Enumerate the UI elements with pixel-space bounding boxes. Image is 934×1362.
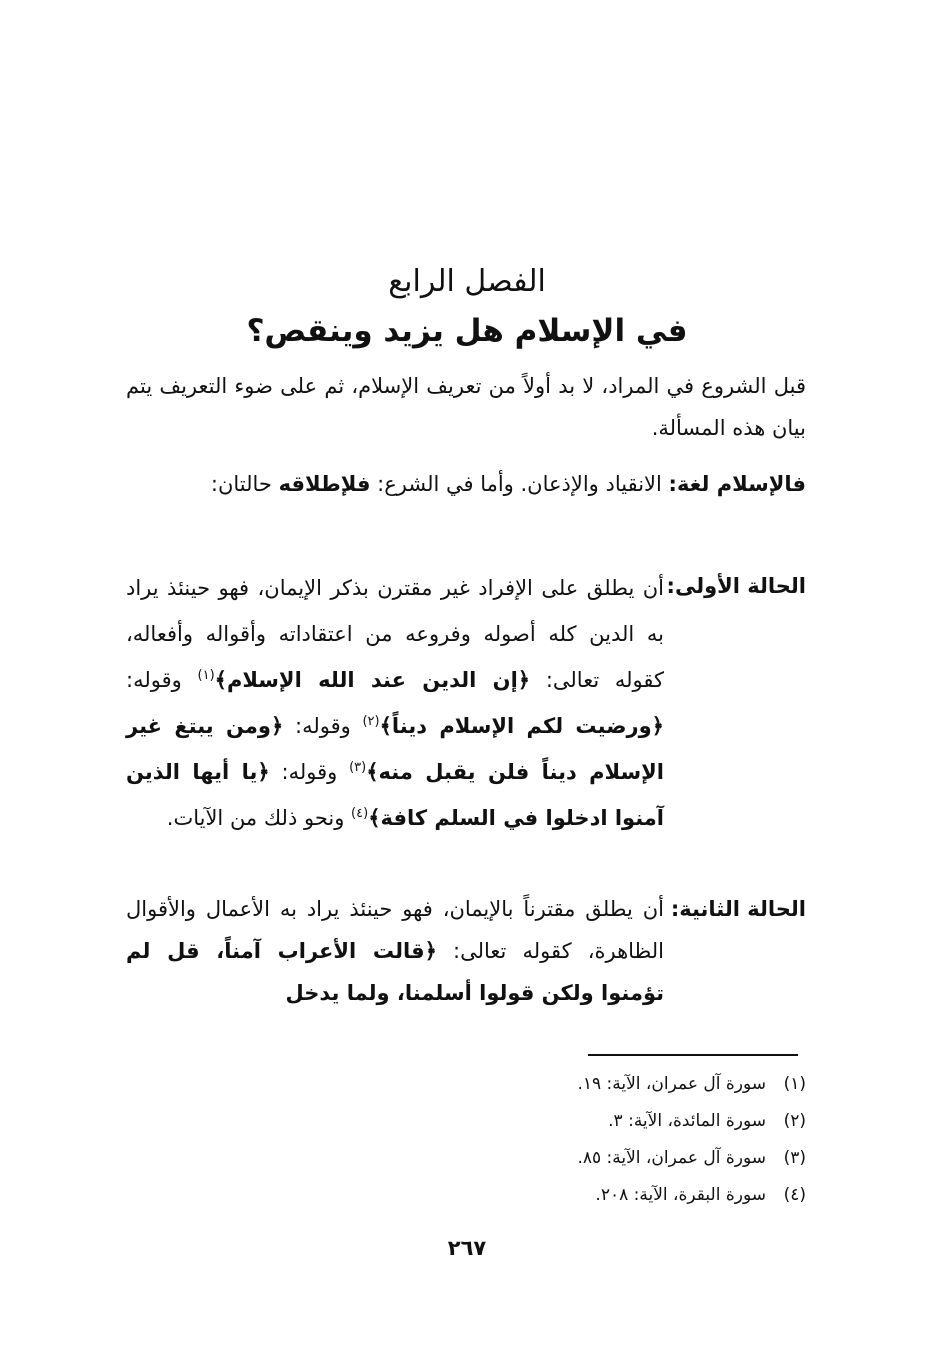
footnote-text: سورة آل عمران، الآية: ١٩.: [577, 1074, 766, 1094]
footnote-number: (٢): [783, 1111, 806, 1131]
state-two-body: [126, 888, 664, 1014]
state-one-text-5: ونحو ذلك من الآيات.: [166, 806, 352, 830]
state-one-text-1: أن يطلق على الإفراد غير مقترن بذكر الإيمان، فهو حينئذ يراد به الدين كله أصوله وفروعه من اعتقاداته وأقواله وأفعاله، كقوله تعالى:: [126, 576, 665, 692]
state-one-label: الحالة الأولى:: [666, 574, 806, 598]
definition-lead: فالإسلام لغة:: [668, 472, 806, 496]
footnote-ref-3[interactable]: (٣): [349, 760, 367, 775]
footnote-item: [306, 1103, 806, 1140]
definition-text: الانقياد والإذعان. وأما في الشرع:: [370, 472, 669, 496]
verse-1: ﴿إن الدين عند الله الإسلام﴾: [214, 668, 531, 692]
definition-lead-2: فلإطلاقه: [278, 472, 371, 496]
footnote-text: سورة المائدة، الآية: ٣.: [608, 1111, 766, 1131]
footnote-item: [306, 1066, 806, 1103]
footnote-item: [306, 1177, 806, 1214]
verse-3: ﴿ومن يبتغ غير الإسلام ديناً فلن يقبل منه﴾: [126, 714, 664, 784]
page-number: ٢٦٧: [447, 1236, 487, 1260]
footnotes-list: [306, 1066, 806, 1214]
state-one-body: [126, 565, 664, 841]
footnote-ref-1[interactable]: (١): [197, 668, 215, 683]
footnote-number: (٣): [783, 1148, 806, 1168]
verse-4: ﴿يا أيها الذين آمنوا ادخلوا في السلم كافة﴾: [126, 760, 664, 830]
definition-tail: حالتان:: [210, 472, 279, 496]
state-two-text-1: أن يطلق مقترناً بالإيمان، فهو حينئذ يراد به الأعمال والأقوال الظاهرة، كقوله تعالى:: [126, 897, 664, 963]
footnote-number: (٤): [783, 1185, 806, 1205]
verse-5: ﴿قالت الأعراب آمناً، قل لم تؤمنوا ولكن قولوا أسلمنا، ولما يدخل: [126, 939, 664, 1005]
state-one-text-4: وقوله:: [269, 760, 350, 784]
footnote-number: (١): [783, 1074, 806, 1094]
verse-2: ﴿ورضيت لكم الإسلام ديناً﴾: [379, 714, 664, 738]
state-one-text-3: وقوله:: [283, 714, 363, 738]
footnote-item: [306, 1140, 806, 1177]
footnote-ref-2[interactable]: (٢): [362, 714, 380, 729]
chapter-title: الفصل الرابع: [388, 264, 546, 299]
state-two-label: الحالة الثانية:: [670, 897, 806, 921]
chapter-subtitle: في الإسلام هل يزيد وينقص؟: [246, 313, 688, 349]
footnote-divider: [588, 1054, 798, 1056]
state-one-text-2: وقوله:: [126, 668, 198, 692]
definition-paragraph: [126, 463, 806, 505]
footnote-text: سورة آل عمران، الآية: ٨٥.: [577, 1148, 766, 1168]
intro-paragraph: قبل الشروع في المراد، لا بد أولاً من تعريف الإسلام، ثم على ضوء التعريف يتم بيان هذه المسألة.: [126, 374, 806, 440]
footnote-text: سورة البقرة، الآية: ٢٠٨.: [595, 1185, 766, 1205]
footnote-ref-4[interactable]: (٤): [351, 806, 369, 821]
